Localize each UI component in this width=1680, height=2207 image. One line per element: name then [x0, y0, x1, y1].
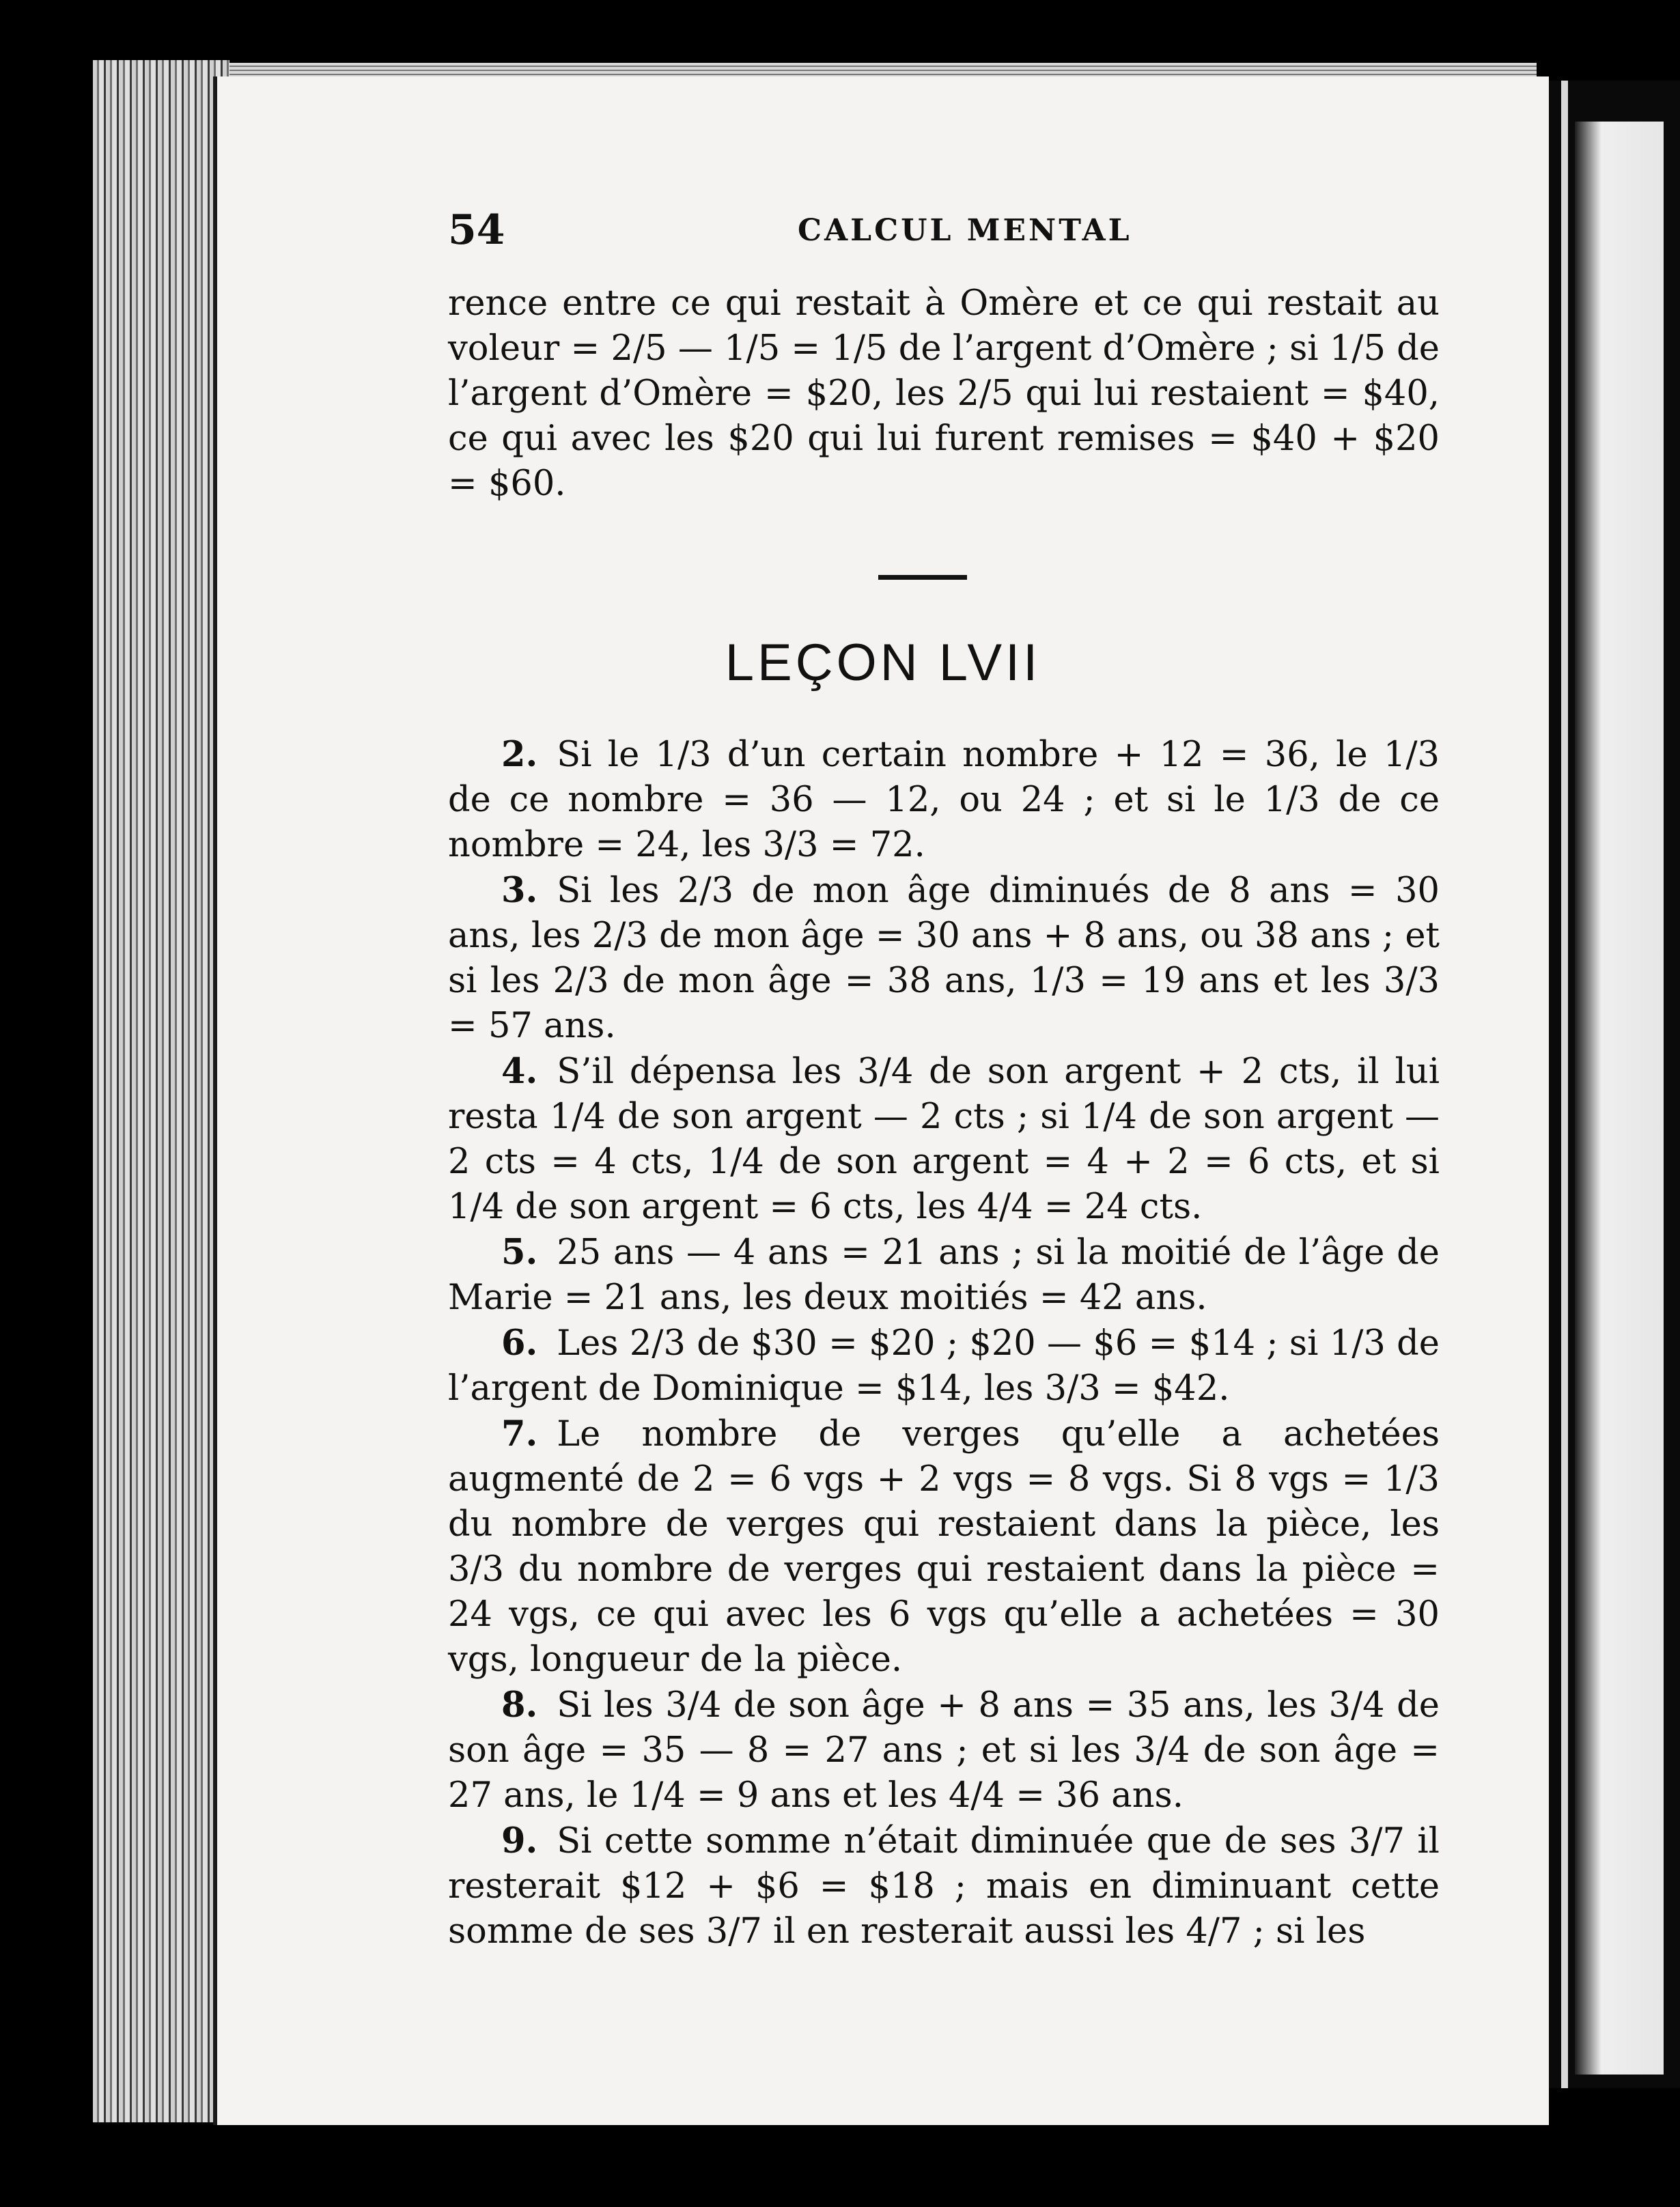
- section-divider: [878, 575, 967, 580]
- answer-text: Si les 3/4 de son âge + 8 ans = 35 ans, les 3/4 de son âge = 35 — 8 = 27 ans ; et si les 3/4 de son âge = 27 ans, le 1/4 = 9 ans et les 4/4 = 36 ans.: [448, 1685, 1440, 1816]
- book-page: [213, 76, 1549, 2125]
- answer-item: [448, 1230, 1440, 1321]
- answer-number: 3.: [501, 870, 538, 911]
- page-number: 54: [448, 206, 505, 254]
- answer-text: Si le 1/3 d’un certain nombre + 12 = 36, le 1/3 de ce nombre = 36 — 12, ou 24 ; et si le 1/3 de ce nombre = 24, les 3/3 = 72.: [448, 735, 1440, 865]
- answer-item: [448, 732, 1440, 868]
- intro-text: rence entre ce qui restait à Omère et ce qui restait au voleur = 2/5 — 1/5 = 1/5 de l’argent d’Omère ; si 1/5 de l’argent d’Omère = $20, les 2/5 qui lui restaient = $40, ce qui avec les $20 qui lui furent remises = $40 + $20 = $60.: [448, 283, 1440, 504]
- spine-edge: [1561, 81, 1568, 2088]
- answer-text: Si cette somme n’était diminuée que de ses 3/7 il resterait $12 + $6 = $18 ; mais en diminuant cette somme de ses 3/7 il en resterait aussi les 4/7 ; si les: [448, 1821, 1440, 1952]
- answer-text: Les 2/3 de $30 = $20 ; $20 — $6 = $14 ; si 1/3 de l’argent de Dominique = $14, les 3/3 = $42.: [448, 1323, 1440, 1409]
- answer-item: [448, 1683, 1440, 1818]
- answer-item: [448, 1818, 1440, 1954]
- lesson-title: LEÇON LVII: [725, 634, 1041, 692]
- answer-item: [448, 1321, 1440, 1411]
- facing-page-sliver: [1575, 122, 1664, 2075]
- answer-number: 9.: [501, 1821, 538, 1861]
- answer-number: 8.: [501, 1685, 538, 1726]
- intro-paragraph: [448, 281, 1440, 507]
- facing-page-edge: [1549, 81, 1680, 2088]
- answer-number: 6.: [501, 1323, 538, 1364]
- answers-list: [448, 732, 1440, 1954]
- answer-item: [448, 868, 1440, 1049]
- answer-text: Si les 2/3 de mon âge diminués de 8 ans = 30 ans, les 2/3 de mon âge = 30 ans + 8 ans, ou 38 ans ; et si les 2/3 de mon âge = 38 ans, 1/3 = 19 ans et les 3/3 = 57 ans.: [448, 871, 1440, 1046]
- answer-item: [448, 1049, 1440, 1230]
- answer-number: 4.: [501, 1051, 538, 1092]
- answer-number: 7.: [501, 1414, 538, 1454]
- answer-number: 5.: [501, 1232, 538, 1273]
- answer-text: 25 ans — 4 ans = 21 ans ; si la moitié de l’âge de Marie = 21 ans, les deux moitiés = 42 ans.: [448, 1233, 1440, 1318]
- answer-text: Le nombre de verges qu’elle a achetées augmenté de 2 = 6 vgs + 2 vgs = 8 vgs. Si 8 vgs = 1/3 du nombre de verges qui restaient dans la pièce, les 3/3 du nombre de verges qui restaient dans la pièce = 24 vgs, ce qui avec les 6 vgs qu’elle a achetées = 30 vgs, longueur de la pièce.: [448, 1414, 1440, 1680]
- page-header: [217, 206, 1549, 261]
- answer-number: 2.: [501, 734, 538, 775]
- book-page-edges: [93, 60, 229, 2122]
- answer-item: [448, 1411, 1440, 1683]
- answer-text: S’il dépensa les 3/4 de son argent + 2 cts, il lui resta 1/4 de son argent — 2 cts ; si 1/4 de son argent — 2 cts = 4 cts, 1/4 de son argent = 4 + 2 = 6 cts, et si 1/4 de son argent = 6 cts, les 4/4 = 24 cts.: [448, 1052, 1440, 1227]
- running-title: CALCUL MENTAL: [798, 213, 1132, 248]
